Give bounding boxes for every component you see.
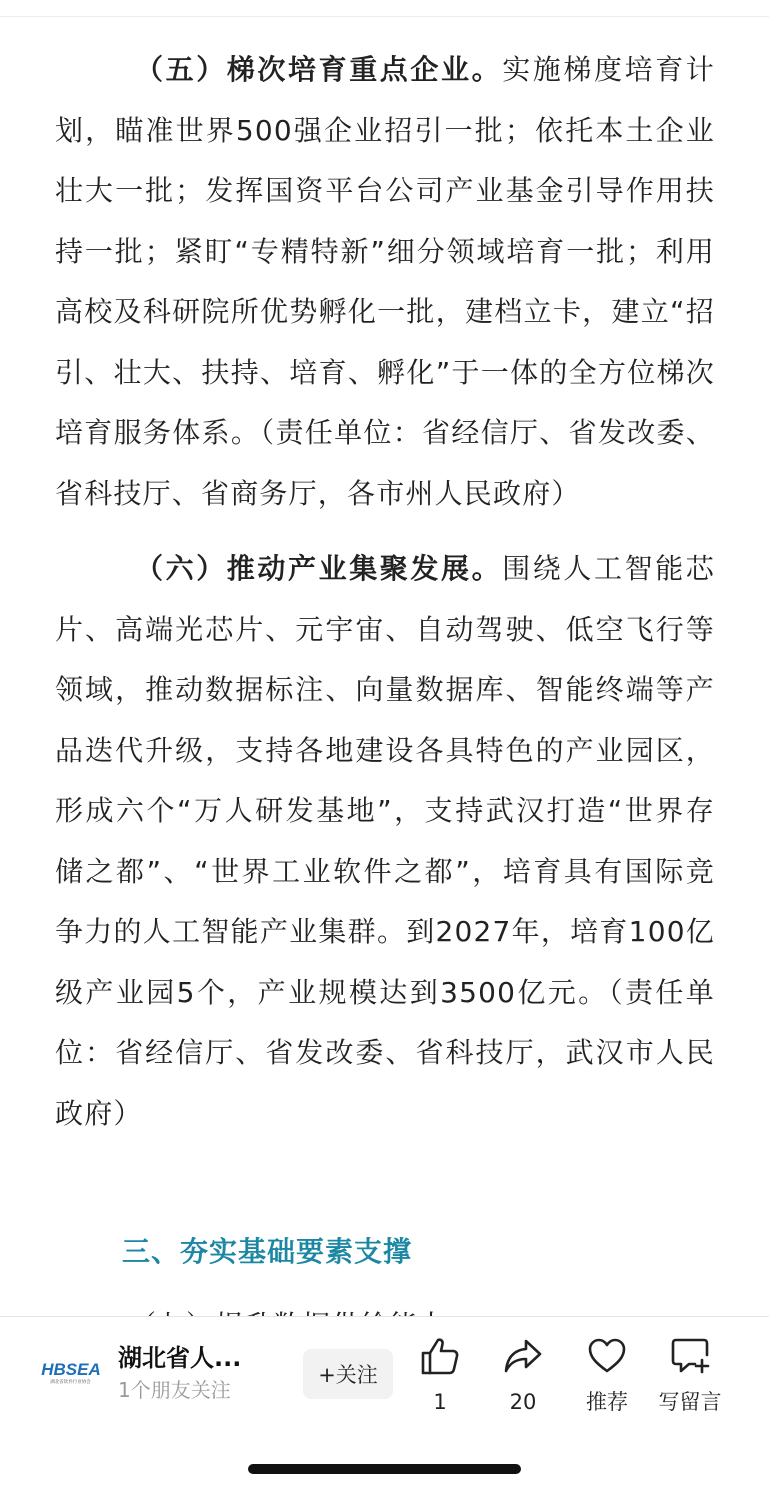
comment-button[interactable] — [645, 1335, 735, 1415]
paragraph-6-text: 围绕人工智能芯片、高端光芯片、元宇宙、自动驾驶、低空飞行等领域，推动数据标注、向量数据库、智能终端等产品迭代升级，支持各地建设各具特色的产业园区，形成六个“万人研发基地”，支持武汉打造“世界存储之都”、“世界工业软件之都”，培育具有国际竞争力的人工智能产业集群。到2027年，培育100亿级产业园5个，产业规模达到3500亿元。（责任单位：省经信厅、省发改委、省科技厅，武汉市人民政府） — [55, 552, 715, 1130]
paragraph-6-lead: （六）推动产业集聚发展。 — [135, 552, 503, 585]
share-arrow-icon — [502, 1335, 544, 1377]
like-count: 1 — [433, 1390, 447, 1414]
like-button[interactable] — [395, 1335, 485, 1415]
account-friends-count: 1个朋友关注 — [118, 1378, 231, 1402]
heart-icon — [586, 1335, 628, 1377]
comment-label: 写留言 — [658, 1390, 722, 1414]
share-count: 20 — [509, 1390, 537, 1414]
recommend-button[interactable] — [562, 1335, 652, 1415]
top-divider — [0, 16, 769, 17]
recommend-label: 推荐 — [586, 1390, 628, 1414]
follow-button[interactable]: +关注 — [303, 1349, 393, 1399]
section-heading: 三、夯实基础要素支撑 — [122, 1235, 413, 1268]
paragraph-5-lead: （五）梯次培育重点企业。 — [135, 53, 503, 86]
article-body — [55, 40, 715, 1144]
account-logo[interactable] — [42, 1361, 100, 1391]
home-indicator[interactable] — [248, 1464, 521, 1474]
logo-mark: HBSEA — [41, 1360, 101, 1379]
paragraph-6 — [55, 539, 715, 1144]
account-name[interactable]: 湖北省人... — [118, 1344, 242, 1372]
share-button[interactable] — [478, 1335, 568, 1415]
thumbs-up-icon — [419, 1335, 461, 1377]
logo-subtext: 湖北省软件行业协会 — [50, 1379, 92, 1385]
paragraph-5-text: 实施梯度培育计划，瞄准世界500强企业招引一批；依托本土企业壮大一批；发挥国资平台公司产业基金引导作用扶持一批；紧盯“专精特新”细分领域培育一批；利用高校及科研院所优势孵化一批，建档立卡，建立“招引、壮大、扶持、培育、孵化”于一体的全方位梯次培育服务体系。（责任单位：省经信厅、省发改委、省科技厅、省商务厅，各市州人民政府） — [55, 53, 715, 510]
comment-add-icon — [669, 1335, 711, 1377]
paragraph-5 — [55, 40, 715, 524]
